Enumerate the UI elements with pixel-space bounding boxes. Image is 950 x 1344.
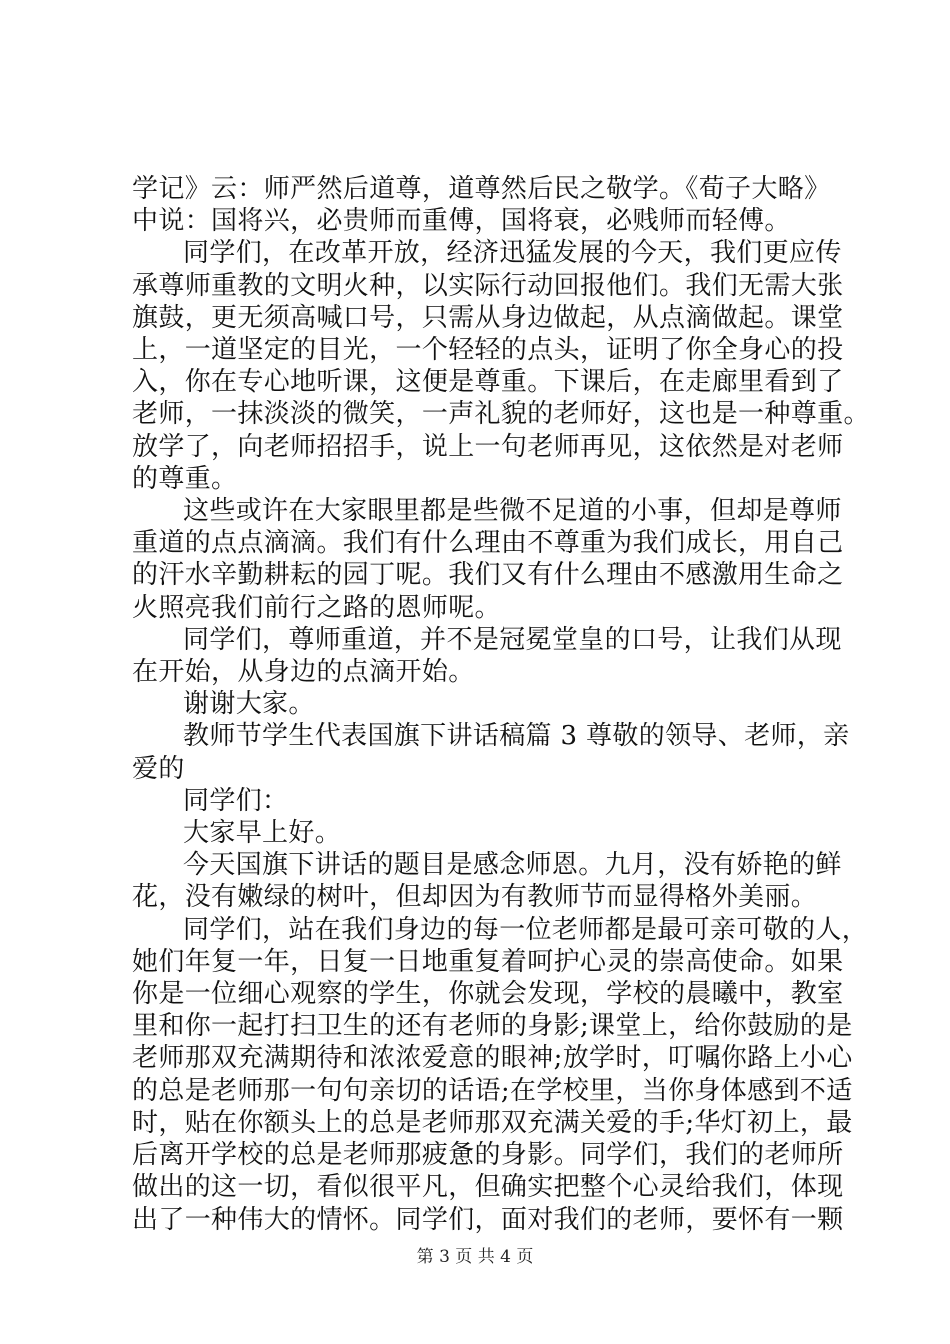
text-line: 同学们： [183,785,289,816]
page-footer: 第 3 页 共 4 页 [416,1247,534,1267]
text-line: 花，没有嫩绿的树叶，但却因为有教师节而显得格外美丽。 [132,882,818,913]
text-line: 老师那双充满期待和浓浓爱意的眼神;放学时，叮嘱你路上小心 [132,1043,853,1074]
text-line: 她们年复一年，日复一日地重复着呵护心灵的崇高使命。如果 [132,946,844,977]
text-line: 同学们，尊师重道，并不是冠冕堂皇的口号，让我们从现 [183,624,842,655]
text-line: 出了一种伟大的情怀。同学们，面对我们的老师，要怀有一颗 [132,1204,844,1235]
text-line: 同学们，在改革开放，经济迅猛发展的今天，我们更应传 [183,238,842,269]
text-line: 时，贴在你额头上的总是老师那双充满关爱的手;华灯初上，最 [132,1107,853,1138]
text-line: 今天国旗下讲话的题目是感念师恩。九月，没有娇艳的鲜 [183,850,842,881]
text-line: 大家早上好。 [183,818,342,849]
text-line: 的总是老师那一句句亲切的话语;在学校里，当你身体感到不适 [132,1075,853,1106]
text-line: 中说：国将兴，必贵师而重傅，国将衰，必贱师而轻傅。 [132,206,791,237]
text-line: 放学了，向老师招招手，说上一句老师再见，这依然是对老师 [132,431,844,462]
text-line: 老师，一抹淡淡的微笑，一声礼貌的老师好，这也是一种尊重。 [132,399,870,430]
text-line: 入，你在专心地听课，这便是尊重。下课后，在走廊里看到了 [132,367,844,398]
text-line: 上，一道坚定的目光，一个轻轻的点头，证明了你全身心的投 [132,335,844,366]
text-line: 后离开学校的总是老师那疲惫的身影。同学们，我们的老师所 [132,1140,844,1171]
text-line: 火照亮我们前行之路的恩师呢。 [132,592,501,623]
text-line: 在开始，从身边的点滴开始。 [132,657,475,688]
text-line: 的尊重。 [132,463,238,494]
text-line: 爱的 [132,753,185,784]
text-line: 承尊师重教的文明火种，以实际行动回报他们。我们无需大张 [132,270,844,301]
text-line: 你是一位细心观察的学生，你就会发现，学校的晨曦中，教室 [132,979,844,1010]
text-line: 学记》云：师严然后道尊，道尊然后民之敬学。《荀子大略》 [132,174,831,204]
text-line: 这些或许在大家眼里都是些微不足道的小事，但却是尊师 [183,496,842,527]
text-line: 旗鼓，更无须高喊口号，只需从身边做起，从点滴做起。课堂 [132,302,844,333]
body-text [132,173,870,1236]
text-line: 的汗水辛勤耕耘的园丁呢。我们又有什么理由不感激用生命之 [132,560,844,591]
text-line: 同学们，站在我们身边的每一位老师都是最可亲可敬的人， [183,914,869,945]
text-line: 做出的这一切，看似很平凡，但确实把整个心灵给我们，体现 [132,1172,844,1203]
text-line: 谢谢大家。 [183,689,315,720]
text-line: 重道的点点滴滴。我们有什么理由不尊重为我们成长，用自己 [132,528,844,559]
text-line: 教师节学生代表国旗下讲话稿篇 3 尊敬的领导、老师，亲 [183,721,850,752]
text-line: 里和你一起打扫卫生的还有老师的身影;课堂上，给你鼓励的是 [132,1011,853,1042]
